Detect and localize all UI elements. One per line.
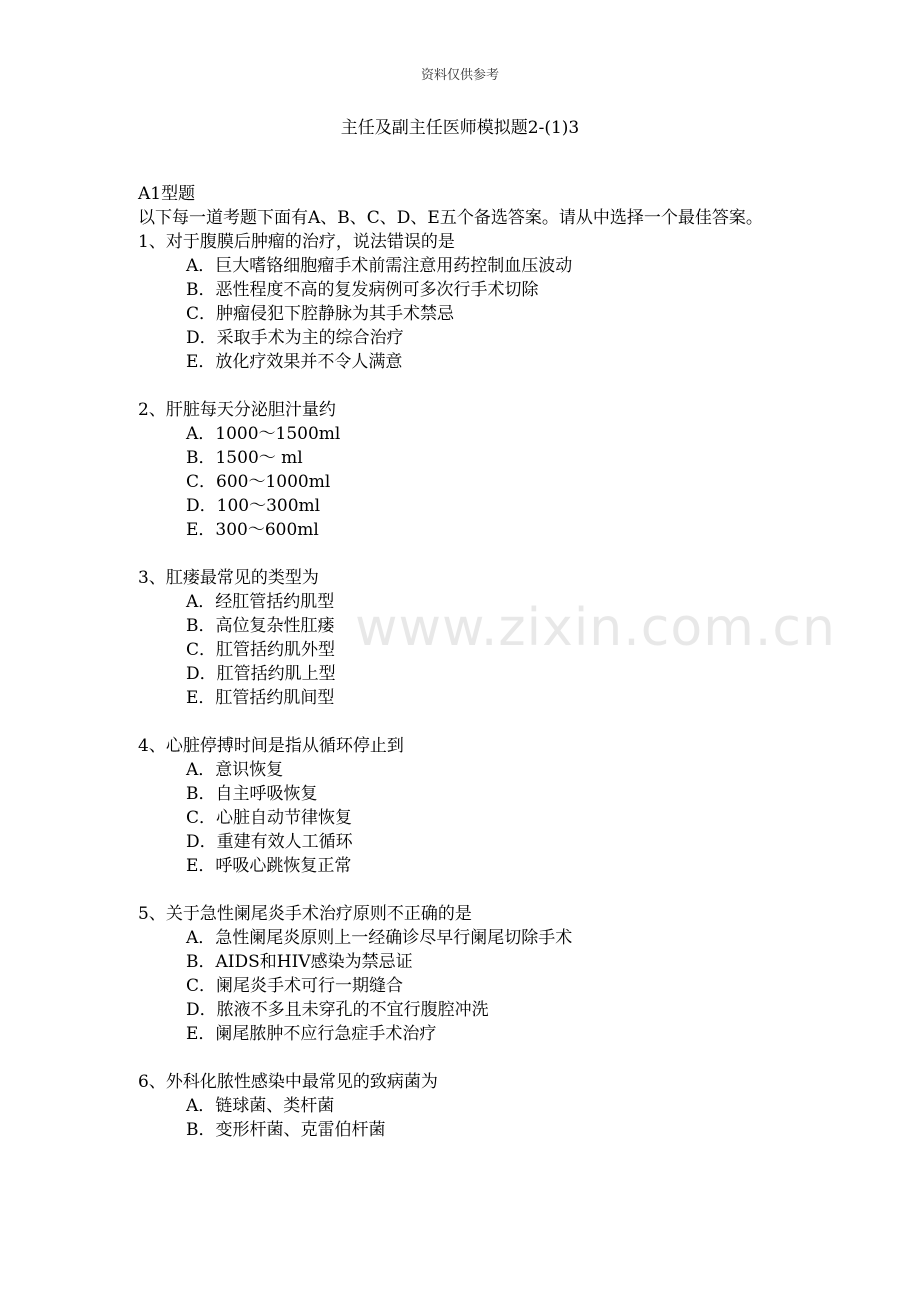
answer-option: C．心脏自动节律恢复: [186, 808, 353, 828]
question-block: [138, 734, 788, 878]
answer-option: E．放化疗效果并不令人满意: [186, 352, 403, 372]
header-note: 资料仅供参考: [420, 68, 499, 83]
answer-option: D．重建有效人工循环: [186, 832, 353, 852]
question-stem: 4、心脏停搏时间是指从循环停止到: [138, 736, 404, 756]
answer-option: E．肛管括约肌间型: [186, 688, 335, 708]
answer-option: A．1000～1500ml: [186, 424, 341, 444]
answer-option: D．100～300ml: [186, 496, 321, 516]
answer-option: C．600～1000ml: [186, 472, 331, 492]
answer-option: D．脓液不多且未穿孔的不宜行腹腔冲洗: [186, 1000, 489, 1020]
instructions: 以下每一道考题下面有A、B、C、D、E五个备选答案。请从中选择一个最佳答案。: [138, 208, 763, 228]
answer-option: E．呼吸心跳恢复正常: [186, 856, 352, 876]
section-title: A1型题: [138, 184, 196, 204]
answer-option: C．肛管括约肌外型: [186, 640, 336, 660]
answer-option: D．采取手术为主的综合治疗: [186, 328, 404, 348]
answer-option: B．高位复杂性肛瘘: [186, 616, 335, 636]
answer-option: E．阑尾脓肿不应行急症手术治疗: [186, 1024, 437, 1044]
question-block: [138, 566, 788, 710]
answer-option: A．经肛管括约肌型: [186, 592, 335, 612]
question-stem: 3、肛瘘最常见的类型为: [138, 568, 319, 588]
answer-option: B．1500～ ml: [186, 448, 303, 468]
answer-option: B．自主呼吸恢复: [186, 784, 318, 804]
answer-option: A．意识恢复: [186, 760, 284, 780]
question-block: [138, 230, 788, 374]
watermark: www.zixin.com.cn: [355, 598, 836, 658]
question-stem: 6、外科化脓性感染中最常见的致病菌为: [138, 1072, 438, 1092]
answer-option: B．AIDS和HIV感染为禁忌证: [186, 952, 413, 972]
answer-option: E．300～600ml: [186, 520, 319, 540]
answer-option: C．阑尾炎手术可行一期缝合: [186, 976, 404, 996]
answer-option: B．恶性程度不高的复发病例可多次行手术切除: [186, 280, 539, 300]
document-body: [138, 182, 788, 1166]
question-block: [138, 398, 788, 542]
answer-option: A．急性阑尾炎原则上一经确诊尽早行阑尾切除手术: [186, 928, 573, 948]
answer-option: C．肿瘤侵犯下腔静脉为其手术禁忌: [186, 304, 455, 324]
question-list: [138, 230, 788, 1142]
question-block: [138, 1070, 788, 1142]
question-stem: 1、对于腹膜后肿瘤的治疗，说法错误的是: [138, 232, 455, 252]
question-stem: 2、肝脏每天分泌胆汁量约: [138, 400, 336, 420]
answer-option: D．肛管括约肌上型: [186, 664, 336, 684]
question-stem: 5、关于急性阑尾炎手术治疗原则不正确的是: [138, 904, 472, 924]
question-block: [138, 902, 788, 1046]
answer-option: A．巨大嗜铬细胞瘤手术前需注意用药控制血压波动: [186, 256, 573, 276]
page-title: 主任及副主任医师模拟题2-(1)3: [340, 118, 580, 138]
answer-option: B．变形杆菌、克雷伯杆菌: [186, 1120, 386, 1140]
answer-option: A．链球菌、类杆菌: [186, 1096, 335, 1116]
